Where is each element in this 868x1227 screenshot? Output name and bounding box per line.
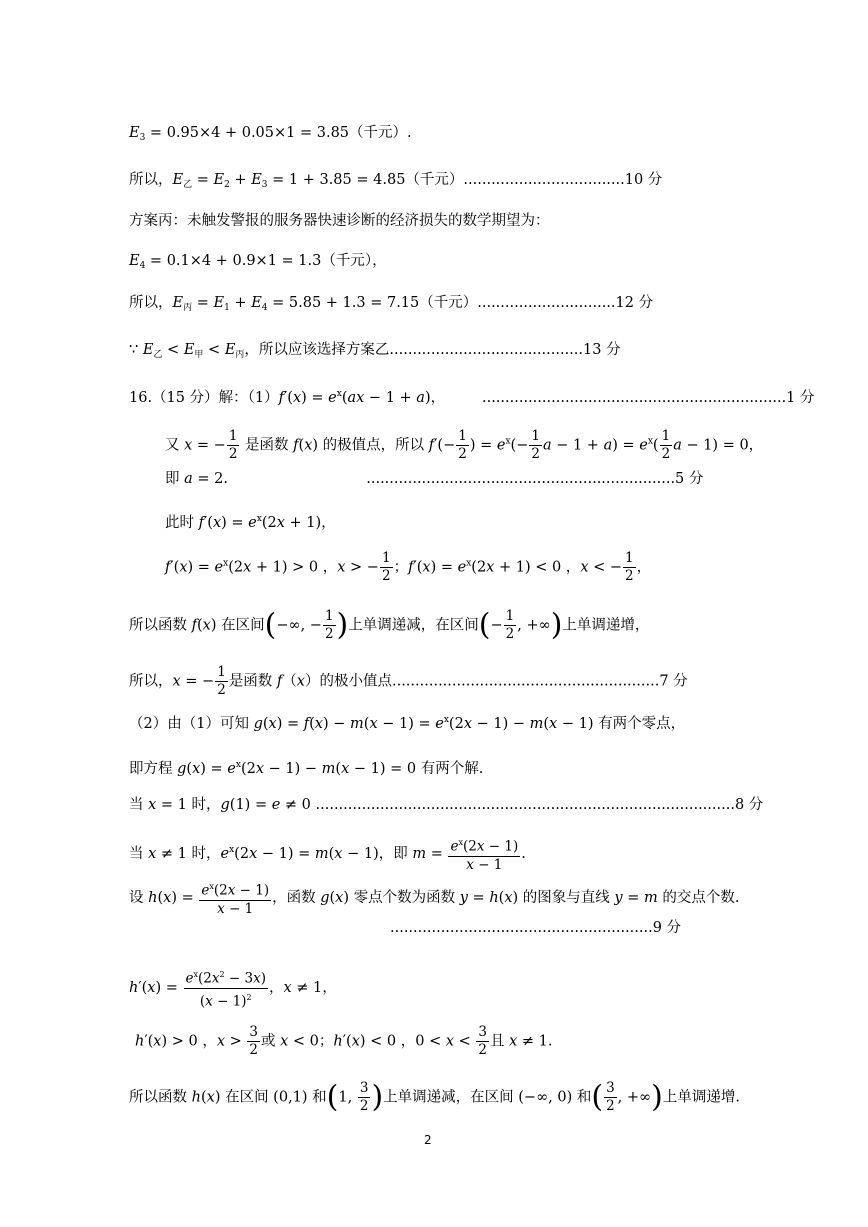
a-value-line: 即 a = 2. ...................................................................5 分 xyxy=(165,471,704,487)
equation-e-bing: 所以，$E_丙 = E_1 + E_4 = 5.85 + 1.3 = 7.15$（千元）..............................12 分 xyxy=(129,295,654,313)
plan-bing-text: 方案丙：未触发警报的服务器快速诊断的经济损失的数学期望为： xyxy=(129,213,550,229)
extreme-point-line: 又 x = − $\frac{1}{2}$ 是函数 f(x) 的极值点，所以 f′(− $\frac{1}{2}$ ) = $e^x(-$ $\frac{1}{2}$ $a - 1 + a) = e^x$( $\frac{1}{2}$ a − 1) = 0， xyxy=(165,428,764,462)
equation-e3: $E_3 = 0.95\times 4 + 0.05\times 1 = 3.85$（千元）. xyxy=(129,125,412,143)
equation-e4: $E_4 = 0.1\times 4 + 0.9\times 1 = 1.3$（千元）， xyxy=(129,253,387,271)
h-sign-line: h′(x) > 0 ，x > $\frac{3}{2}$ 或 x < 0；h′(x) < 0 ，0 < x < $\frac{3}{2}$ 且 x ≠ 1. xyxy=(135,1024,553,1058)
equation-e-yi: 所以，$E_乙 = E_2 + E_3 = 1 + 3.85 = 4.85$（千元）...................................10 分 xyxy=(129,172,663,190)
equation-line: 即方程 $g(x) = e^x(2x - 1) - m(x - 1) = 0$ 有两个解. xyxy=(129,760,484,777)
conclusion-line: ∵ $E_乙 < E_甲 < E_丙$，所以应该选择方案乙..........................................13 分 xyxy=(129,342,621,360)
sign-analysis-line: $f'(x) = e^x(2x + 1) > 0$ ，x > − $\frac{1}{2}$ ；$f'(x) = e^x(2x + 1) < 0$ ，x < − $\frac{1}{2}$ ， xyxy=(165,550,652,584)
x-not-1-line: 当 x ≠ 1 时，$e^x(2x - 1) = m(x - 1)$，即 m = $\frac{e^x(2x - 1)}{x - 1}$ . xyxy=(129,834,526,874)
score-9-line: .........................................................9 分 xyxy=(390,920,682,936)
part-2-line: （2）由（1）可知 $g(x) = f(x) - m(x - 1) = e^x(2x - 1) - m(x - 1)$ 有两个零点， xyxy=(129,715,686,732)
monotonicity-f-line: 所以函数 f(x) 在区间(−∞, − $\frac{1}{2}$ )上单调递减，在区间(− $\frac{1}{2}$ , +∞)上单调递增， xyxy=(129,607,650,643)
fprime-line: 此时 $f'(x) = e^x(2x + 1)$， xyxy=(165,514,336,531)
monotonicity-h-line: 所以函数 h(x) 在区间 (0,1) 和(1, $\frac{3}{2}$ )上单调递减，在区间 (−∞, 0) 和( $\frac{3}{2}$ , +∞)上单调递增. xyxy=(129,1079,740,1115)
question-16-heading: 16.（15 分）解：$(1)f'(x) = e^x(ax - 1 + a)$， ..................................................................1 分 xyxy=(129,389,815,406)
x-equals-1-line: 当 x = 1 时，g(1) = e ≠ 0 ...........................................................................................8 分 xyxy=(129,797,764,813)
h-prime-line: h′(x) = $\frac{e^x(2x^2 - 3x)}{(x - 1)^2}$ ，x ≠ 1， xyxy=(129,966,337,1010)
h-definition-line: 设 h(x) = $\frac{e^x(2x - 1)}{x - 1}$ ，函数 g(x) 零点个数为函数 y = h(x) 的图象与直线 y = m 的交点个数. xyxy=(129,878,739,918)
minimum-point-line: 所以，x = − $\frac{1}{2}$ 是函数 f（x）的极小值点..........................................................7 分 xyxy=(129,664,688,698)
page-number: 2 xyxy=(424,1133,432,1147)
